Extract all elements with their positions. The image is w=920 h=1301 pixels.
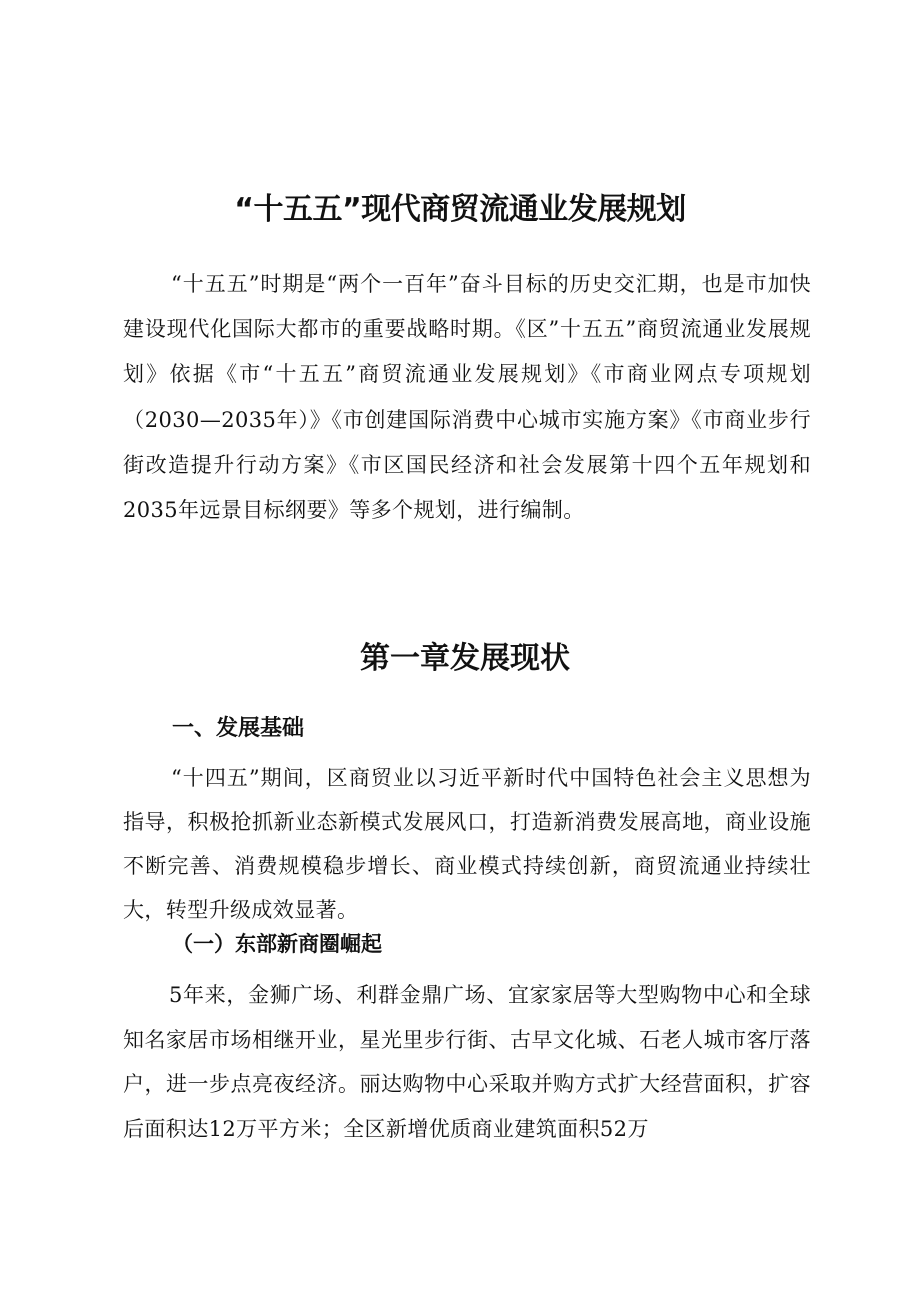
section-heading: 一、发展基础 xyxy=(172,716,305,741)
section-paragraph: “十四五”期间，区商贸业以习近平新时代中国特色社会主义思想为指导，积极抢抓新业态新模式发展风口，打造新消费发展高地，商业设施不断完善、消费规模稳步增长、商业模式持续创新，商贸流通业持续壮大，转型升级成效显著。 xyxy=(123,766,811,922)
subsection-heading: （一）东部新商圈崛起 xyxy=(172,931,382,956)
chapter-title: 第一章发展现状 xyxy=(360,640,570,676)
intro-paragraph: “十五五”时期是“两个一百年”奋斗目标的历史交汇期，也是市加快建设现代化国际大都市的重要战略时期。《区”十五五”商贸流通业发展规划》依据《市“十五五”商贸流通业发展规划》《市商业网点专项规划（2030—2035年）》《市创建国际消费中心城市实施方案》《市商业步行街改造提升行动方案》《市区国民经济和社会发展第十四个五年规划和2035年远景目标纲要》等多个规划，进行编制。 xyxy=(123,272,811,523)
subsection-paragraph: 5年来，金狮广场、利群金鼎广场、宜家家居等大型购物中心和全球知名家居市场相继开业，星光里步行街、古早文化城、石老人城市客厅落户，进一步点亮夜经济。丽达购物中心采取并购方式扩大经营面积，扩容后面积达12万平方米；全区新增优质商业建筑面积52万 xyxy=(123,983,811,1141)
document-title: “十五五”现代商贸流通业发展规划 xyxy=(234,192,686,228)
